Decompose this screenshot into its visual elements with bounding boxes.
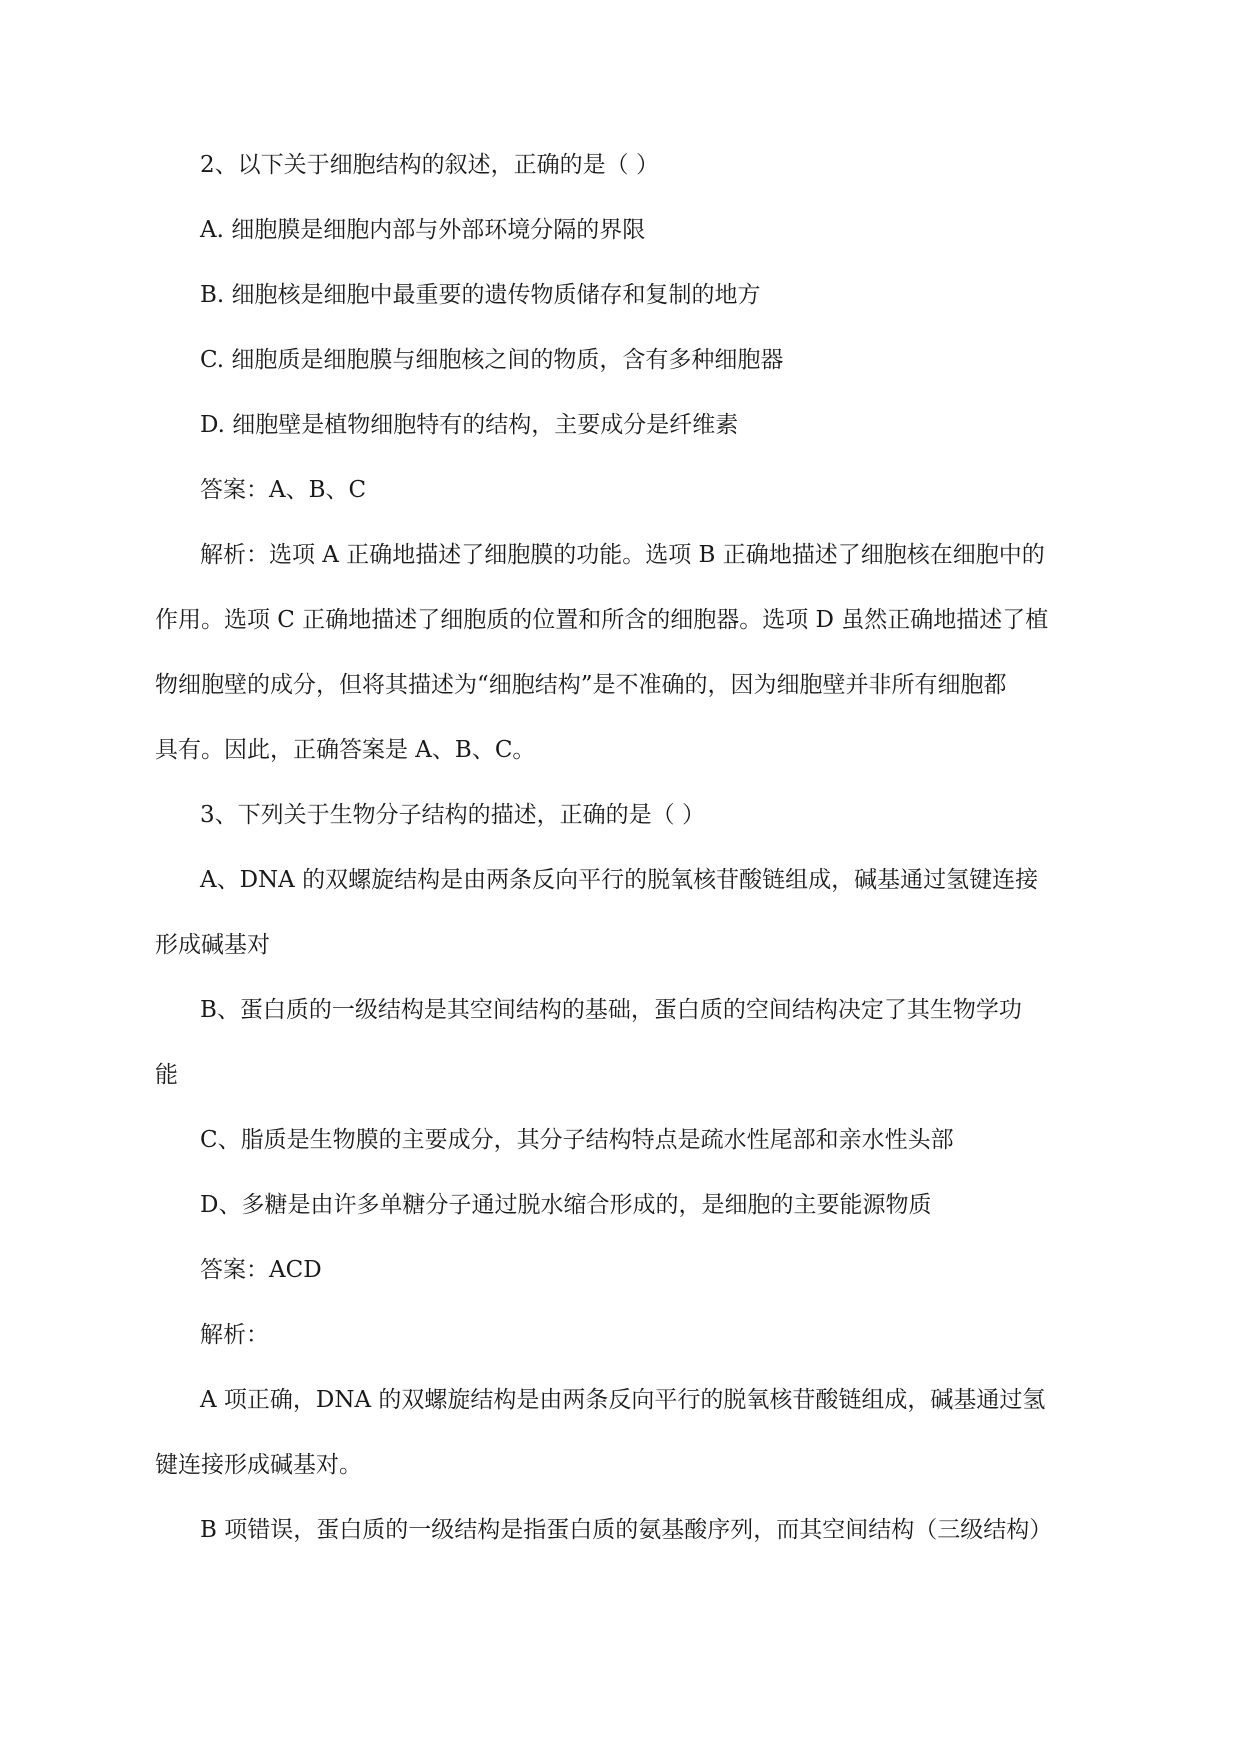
q3-analysis-b-line1: B 项错误，蛋白质的一级结构是指蛋白质的氨基酸序列，而其空间结构（三级结构） bbox=[200, 1517, 1053, 1543]
q3-option-b-line1: B、蛋白质的一级结构是其空间结构的基础，蛋白质的空间结构决定了其生物学功 bbox=[200, 997, 1022, 1023]
q2-analysis-line: 解析：选项 A 正确地描述了细胞膜的功能。选项 B 正确地描述了细胞核在细胞中的 bbox=[200, 542, 1045, 568]
q2-option-c: C. 细胞质是细胞膜与细胞核之间的物质，含有多种细胞器 bbox=[200, 347, 784, 373]
q3-option-b-line2: 能 bbox=[155, 1062, 178, 1088]
q2-option-a: A. 细胞膜是细胞内部与外部环境分隔的界限 bbox=[200, 217, 646, 243]
q2-analysis-line: 作用。选项 C 正确地描述了细胞质的位置和所含的细胞器。选项 D 虽然正确地描述了植 bbox=[155, 607, 1049, 633]
q3-analysis-a-line2: 键连接形成碱基对。 bbox=[155, 1452, 362, 1478]
q3-option-a-line1: A、DNA 的双螺旋结构是由两条反向平行的脱氧核苷酸链组成，碱基通过氢键连接 bbox=[200, 867, 1039, 893]
q2-stem: 2、以下关于细胞结构的叙述，正确的是（ ） bbox=[200, 152, 659, 178]
q2-option-b: B. 细胞核是细胞中最重要的遗传物质储存和复制的地方 bbox=[200, 282, 761, 308]
q2-analysis-line: 物细胞壁的成分，但将其描述为“细胞结构”是不准确的，因为细胞壁并非所有细胞都 bbox=[155, 672, 1007, 698]
q3-analysis-a-line1: A 项正确，DNA 的双螺旋结构是由两条反向平行的脱氧核苷酸链组成，碱基通过氢 bbox=[200, 1387, 1046, 1413]
q3-option-d: D、多糖是由许多单糖分子通过脱水缩合形成的，是细胞的主要能源物质 bbox=[200, 1192, 932, 1218]
q3-answer: 答案：ACD bbox=[200, 1257, 322, 1283]
q2-analysis-line: 具有。因此，正确答案是 A、B、C。 bbox=[155, 737, 536, 763]
q3-stem: 3、下列关于生物分子结构的描述，正确的是（ ） bbox=[200, 802, 705, 828]
q3-option-c: C、脂质是生物膜的主要成分，其分子结构特点是疏水性尾部和亲水性头部 bbox=[200, 1127, 954, 1153]
q2-option-d: D. 细胞壁是植物细胞特有的结构，主要成分是纤维素 bbox=[200, 412, 739, 438]
q3-analysis-label: 解析： bbox=[200, 1322, 269, 1348]
q3-option-a-line2: 形成碱基对 bbox=[155, 932, 270, 958]
q2-answer: 答案：A、B、C bbox=[200, 477, 367, 503]
